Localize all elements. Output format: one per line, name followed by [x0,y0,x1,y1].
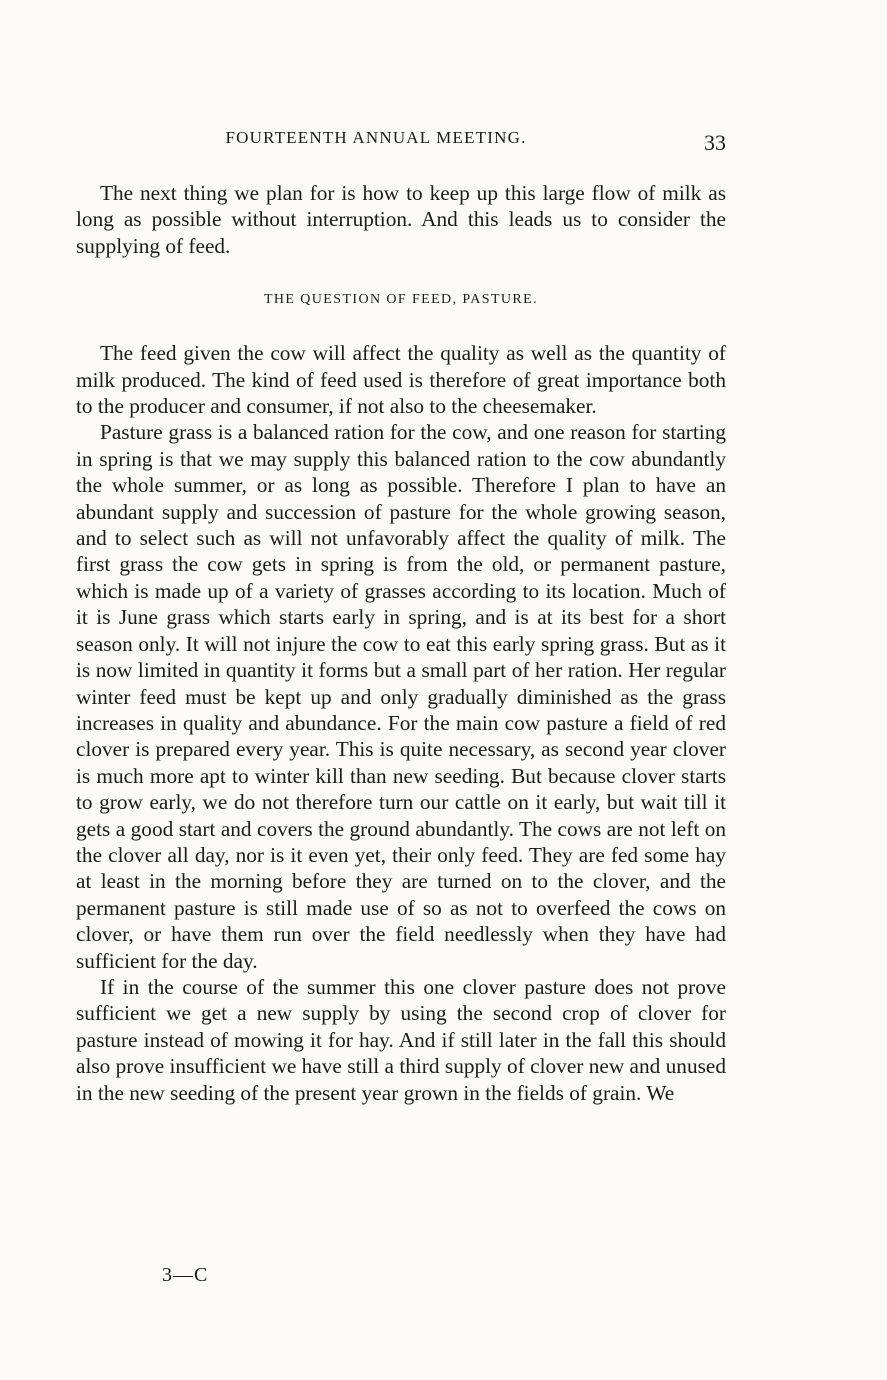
paragraph-pasture-grass: Pasture grass is a balanced ration for the cow, and one reason for starting in spring is that we may supply this balanced ration to the cow abundantly the whole summer, or as long as possible. Therefore I plan to have an abundant supply and succession of pasture for the whole growing season, and to select such as will not unfavorably affect the quality of milk. The first grass the cow gets in spring is from the old, or permanent pasture, which is made up of a variety of grasses according to its location. Much of it is June grass which starts early in spring, and is at its best for a short season only. It will not injure the cow to eat this early spring grass. But as it is now limited in quantity it forms but a small part of her ration. Her regular winter feed must be kept up and only gradually diminished as the grass increases in quality and abundance. For the main cow pasture a field of red clover is prepared every year. This is quite necessary, as second year clover is much more apt to winter kill than new seeding. But because clover starts to grow early, we do not therefore turn our cattle on it early, but wait till it gets a good start and covers the ground abundantly. The cows are not left on the clover all day, nor is it even yet, their only feed. They are fed some hay at least in the morning before they are turned on to the clover, and the permanent pasture is still made use of so as not to overfeed the cows on clover, or have them run over the field needlessly when they have had sufficient for the day. [76,420,726,973]
signature-mark: 3—C [162,1264,209,1286]
paragraph-feed-quality: The feed given the cow will affect the quality as well as the quantity of milk produced. The kind of feed used is therefore of great importance both to the producer and consumer, if not also to the cheesemaker. [76,341,726,419]
page-number: 33 [704,130,726,155]
paragraph-clover-supply: If in the course of the summer this one clover pasture does not prove sufficient we get a new supply by using the second crop of clover for pasture instead of mowing it for hay. And if still later in the fall this should also prove insufficient we have still a third supply of clover new and unused in the new seeding of the present year grown in the fields of grain. We [76,974,726,1105]
section-heading: THE QUESTION OF FEED, PASTURE. [263,292,539,308]
body-text [76,180,726,1106]
running-title: FOURTEENTH ANNUAL MEETING. [225,128,527,147]
intro-paragraph: The next thing we plan for is how to keep up this large flow of milk as long as possible without interruption. And this leads us to consider the supplying of feed. [76,181,726,258]
running-head [76,126,726,156]
